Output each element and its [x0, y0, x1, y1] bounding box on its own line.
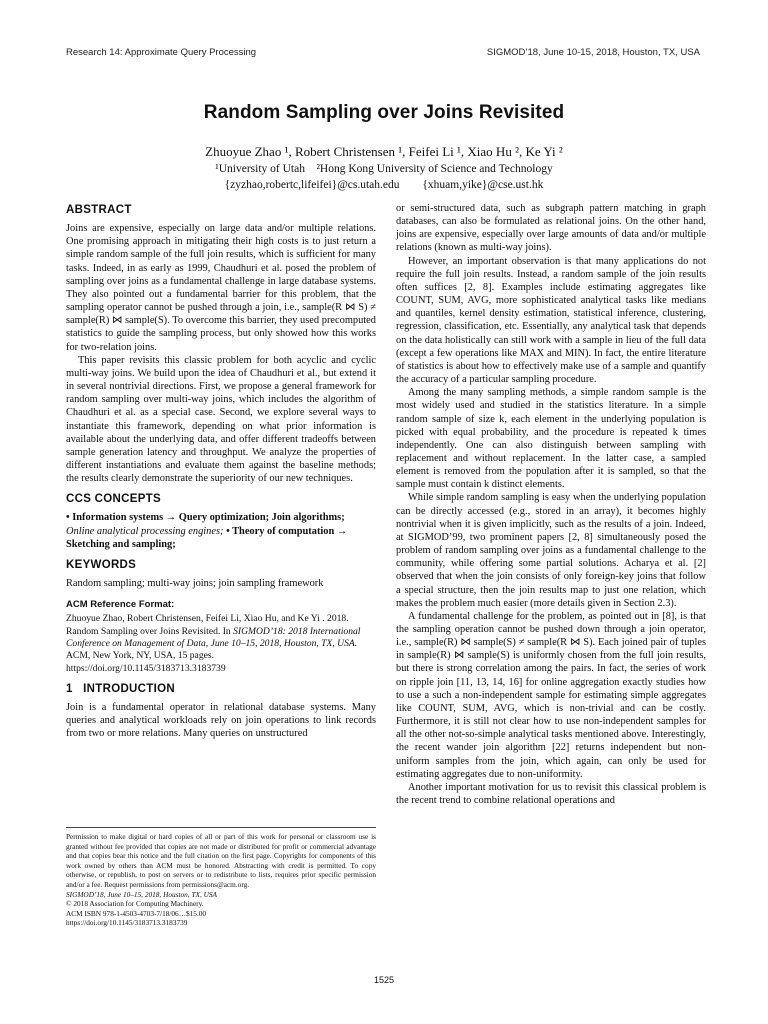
- left-column: [66, 202, 376, 740]
- permission-venue: SIGMOD’18, June 10–15, 2018, Houston, TX, USA: [66, 889, 217, 899]
- email-ust[interactable]: {xhuam,yike}@cse.ust.hk: [422, 179, 544, 191]
- paper-title: Random Sampling over Joins Revisited: [203, 102, 565, 123]
- abstract-paragraph-1: Joins are expensive, especially on large data and/or multiple relations. One promising approach in mitigating their high costs is to just return a simple random sample of the full join results, which is sufficient for many tasks. Indeed, in as early as 1999, Chaudhuri et al. posed the problem of sampling over joins as a fundamental challenge in large database systems. They also pointed out a fundamental barrier for this problem, that the sampling operator cannot be pushed through a join, i.e., sample(R ⋈ S) ≠ sample(R) ⋈ sample(S). To overcome this barrier, they used precomputed statistics to guide the sampling process, but only showed how this works for two-relation joins.: [66, 223, 376, 353]
- right-paragraph-3: Among the many sampling methods, a simple random sample is the most widely used and studied in the statistics literature. In a simple random sample of size k, each element in the underlying population is picked with equal probability, and the procedure is repeated k times independently. One can also distinguish between sampling with replacement and without replacement. In the latter case, a sampled element is removed from the population after it is sampled, so that the sample must contain k distinct elements.: [396, 387, 706, 491]
- keywords-text: Random sampling; multi-way joins; join sampling framework: [66, 578, 324, 590]
- ccs-line-1: • Information systems → Query optimization; Join algorithms;: [66, 512, 345, 524]
- permission-isbn: ACM ISBN 978-1-4503-4703-7/18/06…$15.00: [66, 908, 207, 918]
- permission-footnote: [66, 827, 376, 928]
- acm-ref-venue: SIGMOD’18: 2018 International Conference on Management of Data, June 10–15, 2018, Houston, TX, USA.: [66, 625, 361, 649]
- author-list: Zhuoyue Zhao ¹, Robert Christensen ¹, Feifei Li ¹, Xiao Hu ², Ke Yi ²: [205, 144, 563, 159]
- ccs-concepts: [66, 511, 376, 550]
- abstract-paragraph-2: This paper revisits this classic problem for both acyclic and cyclic multi-way joins. We build upon the idea of Chaudhuri et al., but extend it in several nontrivial directions. First, we propose a general framework for random sampling over multi-way joins, which includes the algorithm of Chaudhuri et al. as a special case. Second, we explore several ways to instantiate this framework, depending on what prior information is available about the underlying data, and offer different tradeoffs between sample generation latency and throughput. We analyze the properties of different instantiations and evaluate them against the baseline methods; the results clearly demonstrate the superiority of our new techniques.: [66, 354, 376, 485]
- right-paragraph-2: However, an important observation is that many applications do not require the full join results. Instead, a random sample of the join results often suffices [2, 8]. Examples include estimating aggregates like COUNT, SUM, AVG, more sophisticated analytical tasks like medians and quantiles, kernel density estimation, statistical inference, clustering, regression, classification, etc. Essentially, any analytical task that depends on the data holistically can still work with a sample in lieu of the full data (except a few operations like MAX and MIN). In fact, the entire literature of statistics is about how to effectively make use of a sample and quantify the accuracy of a particular sampling procedure.: [396, 255, 706, 386]
- keywords-heading: KEYWORDS: [66, 558, 137, 571]
- permission-doi[interactable]: https://doi.org/10.1145/3183713.3183739: [66, 918, 188, 928]
- ccs-line-2-italic: Online analytical processing engines;: [66, 525, 224, 537]
- email-utah[interactable]: {zyzhao,robertc,lifeifei}@cs.utah.edu: [224, 179, 400, 191]
- right-paragraph-1: or semi-structured data, such as subgraph pattern matching in graph databases, can also be formulated as relational joins. On the other hand, joins are expensive, especially over large amounts of data and/or multiple relations (known as multi-way joins).: [396, 203, 706, 254]
- acm-ref-line-2: Random Sampling over Joins Revisited. In: [66, 625, 234, 637]
- permission-copyright: © 2018 Association for Computing Machinery.: [66, 899, 204, 909]
- email-line: [0, 179, 768, 191]
- ccs-line-3: Sketching and sampling;: [66, 538, 176, 550]
- acm-reference: [66, 613, 376, 674]
- acm-ref-line-3[interactable]: ACM, New York, NY, USA, 15 pages. https://doi.org/10.1145/3183713.3183739: [66, 650, 226, 674]
- permission-text: Permission to make digital or hard copies of all or part of this work for personal or classroom use is granted without fee provided that copies are not made or distributed for profit or commercial advantage and that copies bear this notice and the full citation on the first page. Copyrights for components of this work owned by others than ACM must be honored. Abstracting with credit is permitted. To copy otherwise, or republish, to post on servers or to redistribute to lists, requires prior specific permission and/or a fee. Request permissions from permissions@acm.org.: [66, 832, 376, 889]
- right-paragraph-6: Another important motivation for us to revisit this classical problem is the recent trend to combine relational operations and: [396, 781, 706, 807]
- intro-paragraph-1: Join is a fundamental operator in relational database systems. Many queries and analytical workloads rely on join operations to link records from two or more relations. Many queries on unstructured: [66, 702, 376, 740]
- page-number: 1525: [373, 975, 395, 985]
- ccs-heading: CCS CONCEPTS: [66, 493, 161, 506]
- abstract-heading: ABSTRACT: [66, 204, 132, 216]
- acm-reference-heading: ACM Reference Format:: [66, 599, 175, 611]
- running-header-left: Research 14: Approximate Query Processing: [66, 47, 257, 58]
- right-paragraph-5: A fundamental challenge for the problem, as pointed out in [8], is that the sampling operation cannot be pushed down through a join operator, i.e., sample(R) ⋈ sample(S) ≠ sample(R ⋈ S). Each joined pair of tuples in sample(R) ⋈ sample(S) is uniformly chosen from the full join results, but there is strong correlation among the pairs. In fact, the series of work on ripple join [11, 13, 14, 16] for online aggregation exactly studies how to use a such a non-independent sample for estimating simple aggregates like COUNT, SUM, AVG, which is non-trivial and can be costly. Furthermore, it is still not clear how to use non-independent samples for all the other not-so-simple analytical tasks mentioned above. Interestingly, the recent wander join algorithm [22] returns independent but non-uniform samples from the join, which again, can only be used for estimating aggregates due to non-uniformity.: [396, 610, 706, 780]
- intro-heading: 1 INTRODUCTION: [66, 682, 175, 695]
- acm-ref-line-1: Zhuoyue Zhao, Robert Christensen, Feifei Li, Xiao Hu, and Ke Yi . 2018.: [66, 613, 349, 625]
- affiliations: ¹University of Utah ²Hong Kong University of Science and Technology: [215, 163, 553, 175]
- running-header-right: SIGMOD’18, June 10-15, 2018, Houston, TX, USA: [486, 47, 700, 58]
- right-paragraph-4: While simple random sampling is easy when the underlying population can be directly accessed (e.g., stored in an array), it becomes highly nontrivial when it is given implicitly, such as the results of a join. Indeed, at SIGMOD’99, two prominent papers [2, 8] simultaneously posed the problem of random sampling over joins as a fundamental challenge to the community, while offering some partial solutions. Acharya et al. [2] observed that when the join consists of only foreign-key joins that follow a special structure, then the join results map to just one relation, which makes the problem much easier (more details given in Section 2.3).: [396, 492, 706, 609]
- right-column: [396, 202, 706, 807]
- ccs-line-2-bold: • Theory of computation →: [223, 525, 348, 537]
